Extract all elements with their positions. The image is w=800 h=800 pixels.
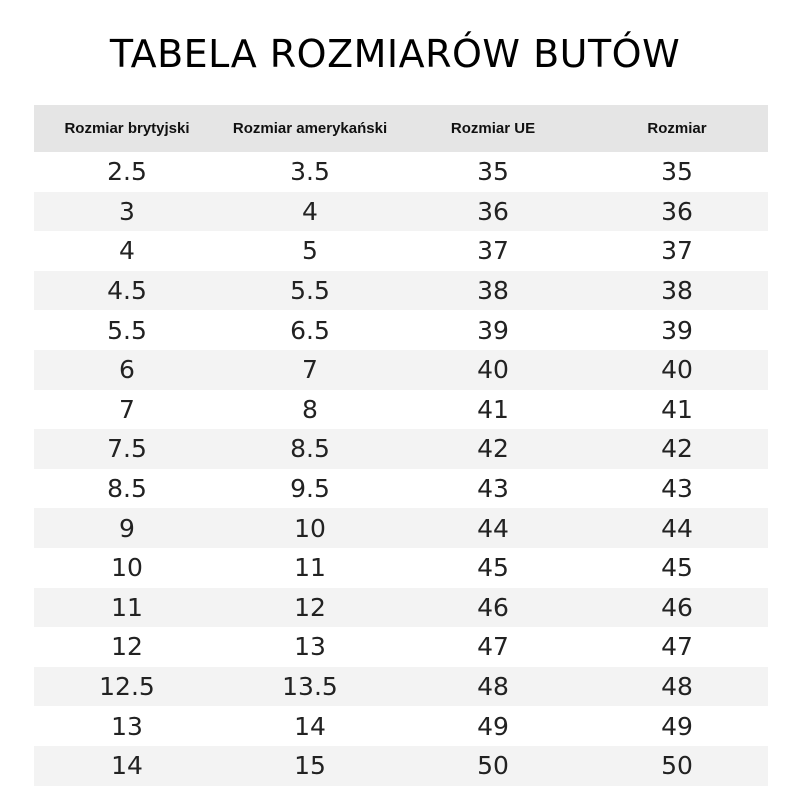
cell-eu-size: 44	[400, 508, 586, 548]
cell-us-size: 13.5	[220, 667, 400, 707]
cell-us-size: 5	[302, 236, 318, 266]
cell-uk-size: 11	[34, 588, 220, 628]
cell-eu-size: 43	[477, 474, 509, 504]
cell-eu-size: 40	[400, 350, 586, 390]
cell-size: 39	[661, 315, 693, 345]
cell-size: 44	[586, 508, 768, 548]
cell-uk-size: 4.5	[34, 271, 220, 311]
page-title: TABELA ROZMIARÓW BUTÓW	[109, 32, 681, 76]
cell-us-size: 11	[294, 553, 326, 583]
table-row	[34, 350, 768, 390]
header-uk-size: Rozmiar brytyjski	[34, 105, 220, 152]
table-row	[34, 627, 768, 667]
table-row	[34, 310, 768, 350]
cell-uk-size: 14	[34, 746, 220, 786]
cell-us-size: 12	[220, 588, 400, 628]
cell-us-size: 6.5	[290, 315, 330, 345]
table-row	[34, 231, 768, 271]
cell-uk-size: 9	[34, 508, 220, 548]
cell-size: 46	[586, 588, 768, 628]
cell-us-size: 4	[220, 192, 400, 232]
cell-eu-size: 42	[400, 429, 586, 469]
table-row	[34, 588, 768, 628]
cell-us-size: 13	[294, 632, 326, 662]
header-size: Rozmiar	[586, 105, 768, 152]
cell-us-size: 5.5	[220, 271, 400, 311]
cell-uk-size: 7	[119, 394, 135, 424]
cell-size: 38	[586, 271, 768, 311]
cell-eu-size: 45	[477, 553, 509, 583]
cell-eu-size: 41	[477, 394, 509, 424]
table-row	[34, 271, 768, 311]
table-header	[34, 105, 768, 152]
cell-eu-size: 38	[400, 271, 586, 311]
header-row	[34, 105, 768, 152]
cell-size: 36	[586, 192, 768, 232]
cell-size: 43	[661, 474, 693, 504]
size-chart-table	[34, 105, 768, 786]
cell-eu-size: 48	[400, 667, 586, 707]
cell-us-size: 14	[294, 711, 326, 741]
cell-us-size: 15	[220, 746, 400, 786]
cell-eu-size: 47	[477, 632, 509, 662]
cell-eu-size: 37	[477, 236, 509, 266]
cell-size: 35	[661, 157, 693, 187]
cell-us-size: 8.5	[220, 429, 400, 469]
table-row	[34, 508, 768, 548]
cell-size: 49	[661, 711, 693, 741]
table-row	[34, 706, 768, 746]
table-row	[34, 192, 768, 232]
cell-us-size: 9.5	[290, 474, 330, 504]
cell-eu-size: 46	[400, 588, 586, 628]
cell-size: 41	[661, 394, 693, 424]
cell-size: 50	[586, 746, 768, 786]
header-eu-size: Rozmiar UE	[400, 105, 586, 152]
cell-uk-size: 2.5	[107, 157, 147, 187]
cell-uk-size: 3	[34, 192, 220, 232]
cell-uk-size: 13	[111, 711, 143, 741]
cell-size: 48	[586, 667, 768, 707]
cell-uk-size: 12.5	[34, 667, 220, 707]
cell-uk-size: 10	[111, 553, 143, 583]
cell-us-size: 10	[220, 508, 400, 548]
table-row	[34, 746, 768, 786]
cell-size: 40	[586, 350, 768, 390]
cell-us-size: 3.5	[290, 157, 330, 187]
cell-size: 47	[661, 632, 693, 662]
cell-eu-size: 49	[477, 711, 509, 741]
table-row	[34, 667, 768, 707]
cell-uk-size: 8.5	[107, 474, 147, 504]
cell-eu-size: 35	[477, 157, 509, 187]
cell-us-size: 8	[302, 394, 318, 424]
cell-uk-size: 7.5	[34, 429, 220, 469]
cell-size: 42	[586, 429, 768, 469]
table-row	[34, 469, 768, 509]
cell-eu-size: 50	[400, 746, 586, 786]
cell-eu-size: 39	[477, 315, 509, 345]
cell-uk-size: 12	[111, 632, 143, 662]
cell-us-size: 7	[220, 350, 400, 390]
table-row	[34, 548, 768, 588]
cell-uk-size: 4	[119, 236, 135, 266]
cell-eu-size: 36	[400, 192, 586, 232]
cell-uk-size: 6	[34, 350, 220, 390]
table-row	[34, 429, 768, 469]
header-us-size: Rozmiar amerykański	[220, 105, 400, 152]
table-row	[34, 152, 768, 192]
cell-size: 45	[661, 553, 693, 583]
table-row	[34, 390, 768, 430]
table-body	[34, 152, 768, 786]
cell-uk-size: 5.5	[107, 315, 147, 345]
cell-size: 37	[661, 236, 693, 266]
